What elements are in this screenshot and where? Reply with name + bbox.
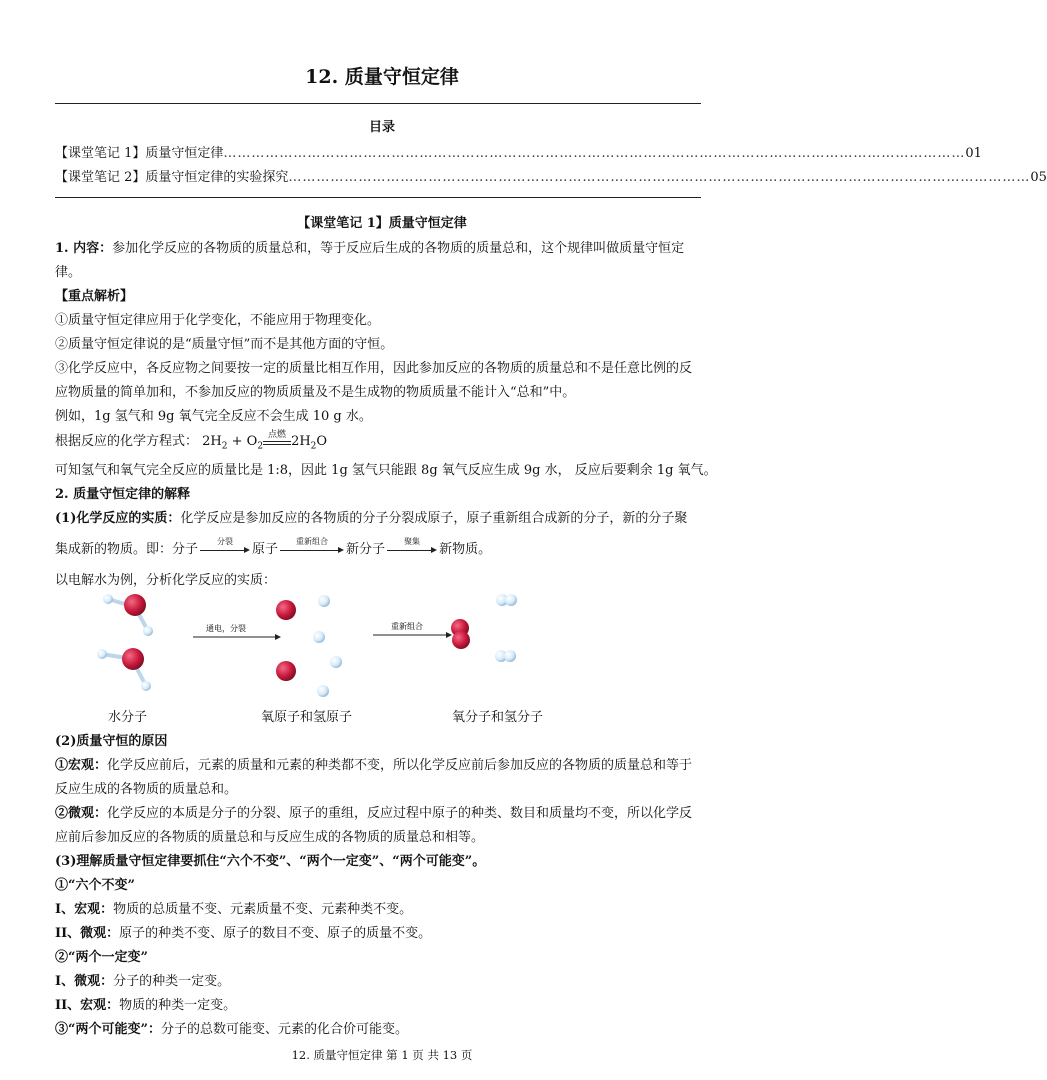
divider-top [55, 103, 701, 104]
chemical-equation: $2H_2 + O_2$ 点燃 $2H_2O$ [202, 434, 327, 449]
caption-molecules: 氧分子和氢分子 [452, 710, 544, 725]
reaction-condition: 点燃 [268, 429, 287, 440]
section-heading: 【课堂笔记 1】质量守恒定律 [297, 216, 467, 231]
chain-atom: 原子 [252, 542, 279, 557]
six-macro [55, 898, 412, 917]
chain-intro: 集成新的物质。即： [55, 542, 173, 557]
essence-label: (1)化学反应的实质： [55, 511, 181, 526]
micro-label: ②微观： [55, 806, 108, 821]
paragraph-label: 1. 内容： [55, 241, 113, 256]
chain-new-substance: 新物质。 [439, 542, 492, 557]
electrolysis-diagram [80, 585, 560, 715]
two-maybe [55, 1018, 408, 1037]
toc-item-page: 05 [1030, 170, 1047, 185]
separated-atoms [276, 595, 342, 697]
caption-atoms: 氧原子和氢原子 [261, 710, 353, 725]
reaction-chain [55, 538, 491, 557]
understanding-heading: (3)理解质量守恒定律要抓住“六个不变”、“两个一定变”、“两个可能变”。 [55, 854, 486, 869]
toc-leader: …………………………………………………………………………………………………………………………………………… [288, 170, 1031, 185]
macro-cont: 反应生成的各物质的质量总和。 [55, 782, 238, 797]
key-point-2: ②质量守恒定律说的是“质量守恒”而不是其他方面的守恒。 [55, 337, 394, 352]
content-paragraph [55, 237, 684, 256]
toc-leader: …………………………………………………………………………………………………………………………………………… [223, 146, 966, 161]
six-macro-text: 物质的总质量不变、元素质量不变、元素种类不变。 [113, 902, 413, 917]
page-footer: 12. 质量守恒定律 第 1 页 共 13 页 [291, 1048, 473, 1062]
example-text: 例如，1g 氢气和 9g 氧气完全反应不会生成 10 g 水。 [55, 409, 372, 424]
product-molecules [451, 594, 517, 662]
water-molecule-2 [97, 648, 151, 691]
macro-text: 化学反应前后，元素的质量和元素的种类都不变，所以化学反应前后参加反应的各物质的质量总和等于 [107, 758, 693, 773]
six-micro [55, 922, 431, 941]
caption-water: 水分子 [108, 710, 148, 725]
essence-paragraph [55, 507, 687, 526]
arrow-icon: 聚集 [387, 541, 437, 555]
water-molecule-1 [103, 594, 153, 636]
two-micro-text: 分子的种类一定变。 [113, 974, 231, 989]
paragraph-text: 参加化学反应的各物质的质量总和，等于反应后生成的各物质的质量总和，这个规律叫做质量守恒定 [112, 241, 685, 256]
arrow-label-recombine: 重新组合 [391, 622, 423, 631]
macro-label: ①宏观： [55, 758, 108, 773]
key-point-3-cont: 应物质量的简单加和，不参加反应的物质质量及不是生成物的物质质量不能计入“总和”中。 [55, 385, 576, 400]
macro-paragraph [55, 754, 692, 773]
two-changed-heading: ②“两个一定变” [55, 950, 148, 965]
subsection-heading: 2. 质量守恒定律的解释 [55, 487, 191, 502]
arrow-icon: 重新组合 [280, 541, 344, 555]
six-micro-label: II、微观： [55, 926, 120, 941]
chain-new-molecule: 新分子 [346, 542, 386, 557]
arrow-icon [373, 621, 452, 638]
electrolysis-intro: 以电解水为例，分析化学反应的实质： [55, 573, 277, 588]
toc-item-label: 【课堂笔记 2】质量守恒定律的实验探究 [55, 170, 289, 185]
two-macro-text: 物质的种类一定变。 [119, 998, 237, 1013]
page-title: 12. 质量守恒定律 [305, 66, 459, 88]
chain-molecule: 分子 [172, 542, 199, 557]
toc-item-1[interactable] [55, 142, 982, 161]
equation-line [55, 430, 327, 452]
two-macro [55, 994, 236, 1013]
six-macro-label: I、宏观： [55, 902, 114, 917]
equation-prefix: 根据反应的化学方程式： [55, 434, 199, 449]
toc-item-2[interactable] [55, 166, 1047, 185]
toc-heading: 目录 [368, 120, 395, 135]
two-maybe-text: 分子的总数可能变、元素的化合价可能变。 [160, 1022, 408, 1037]
conservation-reason-heading: (2)质量守恒的原因 [55, 734, 168, 749]
arrow-label-split: 通电，分裂 [206, 624, 246, 633]
two-maybe-label: ③“两个可能变”： [55, 1022, 161, 1037]
arrow-icon: 分裂 [200, 541, 250, 555]
equals-arrow [263, 429, 291, 449]
essence-text: 化学反应是参加反应的各物质的分子分裂成原子，原子重新组合成新的分子，新的分子聚 [180, 511, 688, 526]
six-unchanged-heading: ①“六个不变” [55, 878, 135, 893]
six-micro-text: 原子的种类不变、原子的数目不变、原子的质量不变。 [119, 926, 432, 941]
key-points-heading: 【重点解析】 [55, 289, 134, 304]
key-point-1: ①质量守恒定律应用于化学变化，不能应用于物理变化。 [55, 313, 381, 328]
micro-text: 化学反应的本质是分子的分裂、原子的重组，反应过程中原子的种类、数目和质量均不变，所以化学反 [107, 806, 693, 821]
arrow-icon [193, 623, 281, 640]
divider-toc [55, 197, 701, 198]
two-micro [55, 970, 230, 989]
two-micro-label: I、微观： [55, 974, 114, 989]
micro-paragraph [55, 802, 692, 821]
key-point-3: ③化学反应中，各反应物之间要按一定的质量比相互作用，因此参加反应的各物质的质量总和不是任意比例的反 [55, 361, 693, 376]
paragraph-cont: 律。 [55, 265, 82, 280]
toc-item-label: 【课堂笔记 1】质量守恒定律 [55, 146, 224, 161]
toc-item-page: 01 [965, 146, 982, 161]
two-macro-label: II、宏观： [55, 998, 120, 1013]
ratio-text: 可知氢气和氧气完全反应的质量比是 1:8，因此 1g 氢气只能跟 8g 氧气反应生成 9g 水， 反应后要剩余 1g 氧气。 [55, 463, 717, 478]
micro-cont: 应前后参加反应的各物质的质量总和与反应生成的各物质的质量总和相等。 [55, 830, 485, 845]
